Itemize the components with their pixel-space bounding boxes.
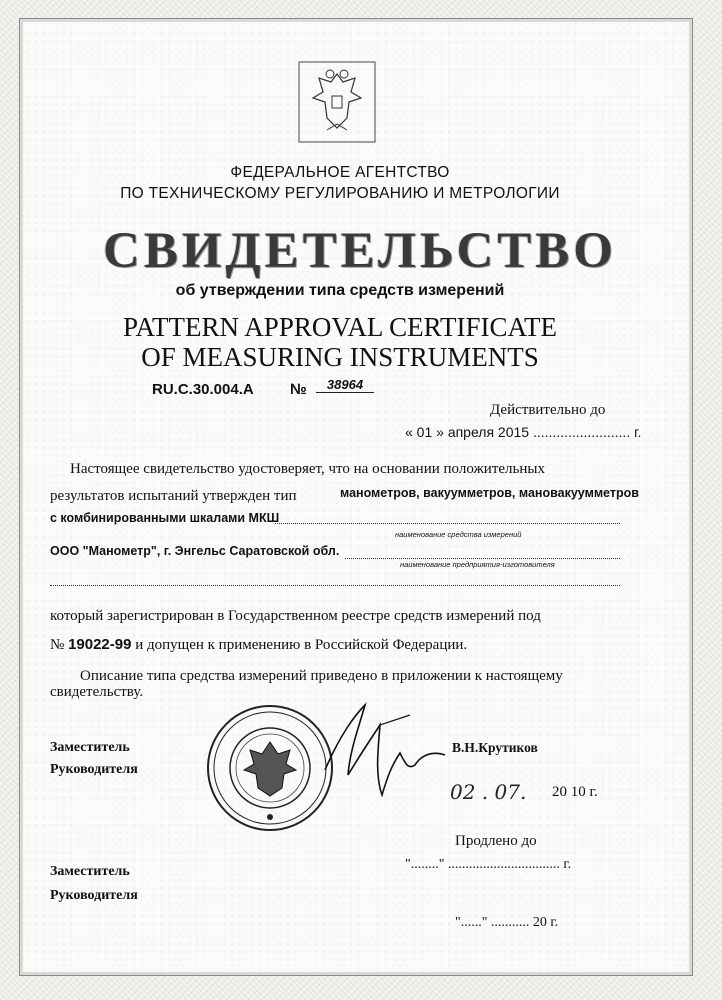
extension-date-2: "......" ........... 20 г. — [455, 915, 559, 930]
number-label: № — [290, 381, 307, 398]
certificate-code: RU.C.30.004.A — [152, 381, 254, 398]
signer-name: В.Н.Крутиков — [452, 740, 538, 755]
agency-line-2: ПО ТЕХНИЧЕСКОМУ РЕГУЛИРОВАНИЮ И МЕТРОЛОГИИ — [120, 185, 560, 202]
extension-label: Продлено до — [455, 833, 537, 849]
title-english-line-2: OF MEASURING INSTRUMENTS — [141, 342, 539, 372]
dotted-line — [345, 548, 620, 559]
instrument-caption: наименование средства измерений — [395, 530, 522, 539]
valid-until-date: « 01 » апреля 2015 ......................... г. — [405, 424, 642, 440]
handwritten-signature — [320, 695, 470, 805]
agency-line-1: ФЕДЕРАЛЬНОЕ АГЕНТСТВО — [230, 164, 450, 181]
signer-position — [50, 737, 138, 781]
registry-text: который зарегистрирован в Государственном реестре средств измерений под — [50, 608, 541, 624]
registry-suffix: и допущен к применению в Российской Федерации. — [135, 637, 468, 653]
manufacturer-caption: наименование предприятия-изготовителя — [400, 560, 555, 569]
signer-position-2 — [50, 860, 138, 908]
coat-of-arms-icon — [297, 60, 377, 144]
official-stamp — [204, 702, 336, 834]
registry-number: 19022-99 — [68, 636, 132, 653]
position-line-1: Заместитель — [50, 740, 130, 755]
page-title: СВИДЕТЕЛЬСТВО — [103, 223, 617, 279]
registry-line — [50, 636, 467, 654]
manufacturer-name: ООО "Манометр", г. Энгельс Саратовской обл. — [50, 544, 340, 558]
instrument-name-line-2: с комбинированными шкалами МКШ — [50, 511, 280, 525]
dotted-line — [275, 513, 620, 524]
dotted-line — [50, 575, 620, 586]
valid-until-label: Действительно до — [490, 402, 606, 418]
signature-date: 02 . 07. — [450, 780, 527, 804]
description-line-1: Описание типа средства измерений приведено в приложении к настоящему — [80, 668, 563, 684]
description-line-2: свидетельству. — [50, 684, 144, 700]
body-paragraph-1: Настоящее свидетельство удостоверяет, что на основании положительных — [70, 461, 545, 477]
position-line-2: Руководителя — [50, 762, 138, 777]
agency-name — [60, 162, 620, 204]
position-2-line-2: Руководителя — [50, 888, 138, 903]
certificate-number: 38964 — [316, 377, 374, 393]
position-2-line-1: Заместитель — [50, 864, 130, 879]
instrument-name-line-1: манометров, вакуумметров, мановакуумметров — [340, 486, 639, 500]
extension-date: "........" ................................ г. — [405, 857, 572, 872]
subtitle: об утверждении типа средств измерений — [175, 282, 505, 299]
title-english-line-1: PATTERN APPROVAL CERTIFICATE — [123, 312, 557, 342]
body-paragraph-2: результатов испытаний утвержден тип — [50, 488, 297, 504]
registry-prefix: № — [50, 637, 65, 653]
signature-date-year: 20 10 г. — [552, 784, 598, 800]
